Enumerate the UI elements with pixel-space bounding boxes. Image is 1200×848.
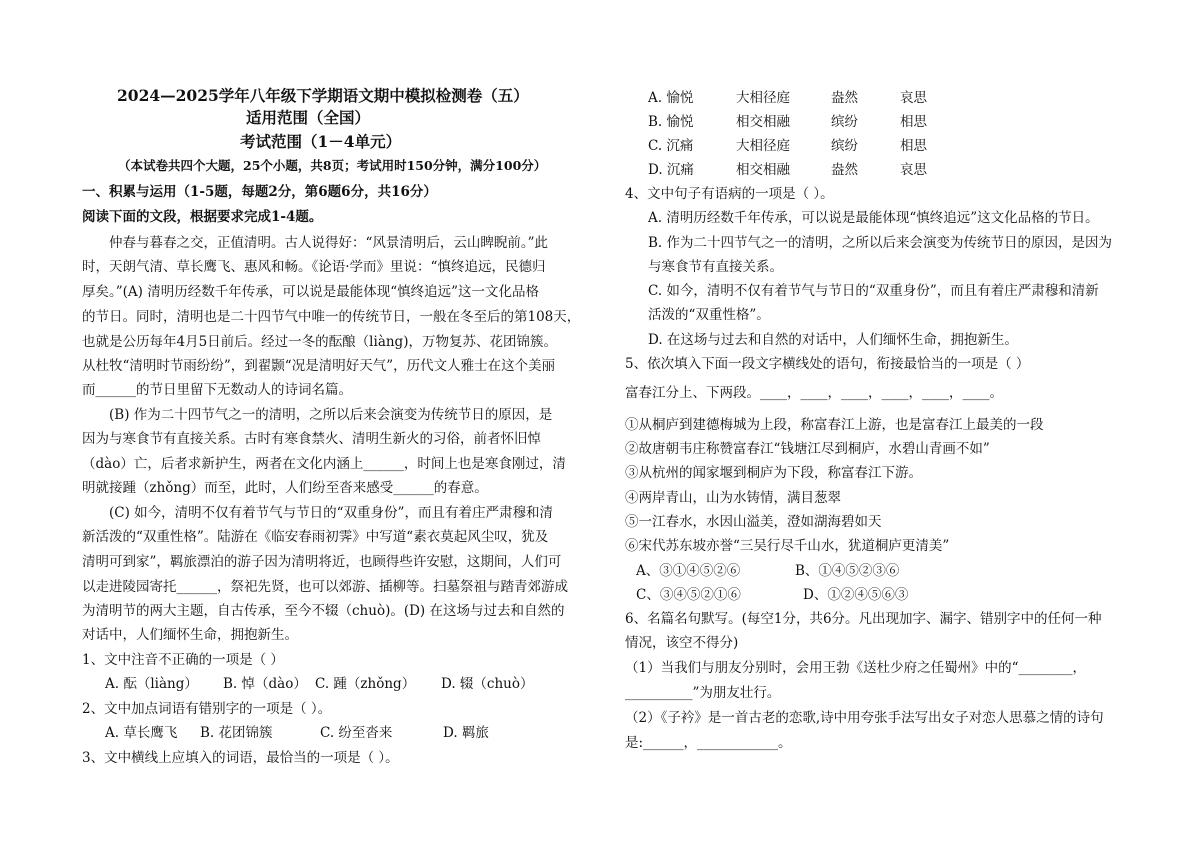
- question-6-stem-cont: 情况，该空不得分): [625, 635, 739, 651]
- range-heading: 考试范围（1－4单元）: [240, 132, 402, 151]
- question-4-option: B. 作为二十四节气之一的清明，之所以后来会演变为传统节日的原因，是因为: [648, 235, 1113, 251]
- section-heading: 一、积累与运用（1-5题，每题2分，第6题6分，共16分）: [82, 184, 437, 200]
- passage-line: 因为与寒食节有直接关系。古时有寒食禁火、清明生新火的习俗，前者怀旧悼: [82, 431, 541, 447]
- question-6-sub1-cont: __________”为朋友壮行。: [625, 685, 781, 701]
- q3-option-cell: 相思: [900, 114, 927, 130]
- question-1-option: D. 辍（chuò）: [441, 676, 534, 692]
- question-5-blank-line: 富春江分上、下两段。____，____，____，____，____，____。: [625, 385, 1003, 401]
- question-6-stem: 6、名篇名句默写。(每空1分，共6分。凡出现加字、漏字、错别字中的任何一种: [625, 611, 1102, 627]
- question-5-item: ①从桐庐到建德梅城为上段，称富春江上游，也是富春江上最美的一段: [625, 417, 1044, 433]
- question-5-item: ⑥宋代苏东坡亦誉“三吴行尽千山水，犹道桐庐更清美”: [625, 538, 950, 554]
- passage-line: (B) 作为二十四节气之一的清明，之所以后来会演变为传统节日的原因，是: [109, 407, 553, 423]
- q3-option-cell: C. 沉痛: [648, 138, 694, 154]
- passage-line: 对话中，人们缅怀生命，拥抱新生。: [82, 627, 298, 643]
- q3-option-cell: 大相径庭: [736, 138, 790, 154]
- question-1-option: B. 悼（dào）: [223, 676, 307, 692]
- question-2-option: B. 花团锦簇: [200, 725, 273, 741]
- question-2-option: D. 羁旅: [443, 725, 489, 741]
- passage-line: （dào）亡，后者求新护生，两者在文化内涵上______，时间上也是寒食刚过，清: [82, 456, 566, 472]
- q3-option-cell: 盎然: [831, 162, 858, 178]
- question-4-option-cont: 与寒食节有直接关系。: [648, 259, 783, 275]
- passage-line: 为清明节的两大主题，自古传承，至今不辍（chuò)。(D) 在这场与过去和自然的: [82, 603, 565, 619]
- passage-line: 新活泼的“双重性格”。陆游在《临安春雨初霁》中写道“素衣莫起风尘叹，犹及: [82, 529, 549, 545]
- question-4-option: D. 在这场与过去和自然的对话中，人们缅怀生命，拥抱新生。: [648, 332, 1018, 348]
- passage-line: 的节日。同时，清明也是二十四节气中唯一的传统节日，一般在冬至后的第108天，: [82, 309, 581, 325]
- question-5-option: B、①④⑤②③⑥: [795, 563, 900, 579]
- question-5-stem: 5、依次填入下面一段文字横线处的语句，衔接最恰当的一项是（ ）: [625, 356, 1030, 372]
- question-5-option: C、③④⑤②①⑥: [636, 587, 741, 603]
- question-2-stem: 2、文中加点词语有错别字的一项是（ ）。: [82, 701, 332, 717]
- question-5-option: D、①②④⑤⑥③: [803, 587, 909, 603]
- q3-option-cell: 缤纷: [831, 138, 858, 154]
- q3-option-cell: 相思: [900, 138, 927, 154]
- q3-option-cell: 哀思: [900, 90, 927, 106]
- question-6-sub1: （1）当我们与朋友分别时，会用王勃《送杜少府之任蜀州》中的“________，: [625, 660, 1086, 676]
- exam-title: 2024—2025学年八年级下学期语文期中模拟检测卷（五）: [117, 86, 529, 105]
- question-4-option: A. 清明历经数千年传承，可以说是最能体现“慎终追远”这文化品格的节日。: [648, 210, 1099, 226]
- q3-option-cell: 相交相融: [736, 162, 790, 178]
- passage-line: 从杜牧“清明时节雨纷纷”，到翟颢“况是清明好天气”，历代文人雅士在这个美丽: [82, 358, 556, 374]
- q3-option-cell: 哀思: [900, 162, 927, 178]
- question-4-option-cont: 活泼的“双重性格”。: [648, 307, 770, 323]
- question-2-option: A. 草长鹰飞: [105, 725, 178, 741]
- passage-line: 仲春与暮春之交，正值清明。古人说得好：“风景清明后，云山睥睨前。”此: [109, 235, 549, 251]
- question-1-stem: 1、文中注音不正确的一项是（ ）: [82, 652, 284, 668]
- passage-line: 厚矣。”(A) 清明历经数千年传承，可以说是最能体现“慎终追远”这一文化品格: [82, 284, 540, 300]
- scope-heading: 适用范围（全国）: [246, 108, 371, 127]
- passage-line: 而______的节日里留下无数动人的诗词名篇。: [82, 382, 352, 398]
- q3-option-cell: 盎然: [831, 90, 858, 106]
- passage-line: 时，天朗气清、草长鹰飞、惠风和畅。《论语·学而》里说：“慎终追远，民德归: [82, 259, 546, 275]
- passage-line: 以走进陵园寄托______，祭祀先贤，也可以郊游、插柳等。扫墓祭祖与踏青郊游成: [82, 579, 568, 595]
- exam-note: （本试卷共四个大题，25个小题，共8页；考试用时150分钟，满分100分）: [118, 158, 547, 173]
- reading-instruction: 阅读下面的文段，根据要求完成1-4题。: [82, 209, 323, 225]
- q3-option-cell: 缤纷: [831, 114, 858, 130]
- question-2-option: C. 纷至沓来: [320, 725, 393, 741]
- question-5-item: ④两岸青山，山为水铸情，满目葱翠: [625, 490, 841, 506]
- question-5-option: A、③①④⑤②⑥: [636, 563, 741, 579]
- passage-line: (C) 如今，清明不仅有着节气与节日的“双重身份”，而且有着庄严肃穆和清: [109, 505, 553, 521]
- question-4-stem: 4、文中句子有语病的一项是（ ）。: [625, 186, 834, 202]
- question-4-option: C. 如今，清明不仅有着节气与节日的“双重身份”，而且有着庄严肃穆和清新: [648, 283, 1099, 299]
- question-5-item: ⑤一江春水，水因山溢美，澄如湖海碧如天: [625, 514, 882, 530]
- q3-option-cell: 大相径庭: [736, 90, 790, 106]
- passage-line: 明就接踵（zhǒng）而至，此时，人们纷至沓来感受______的春意。: [82, 480, 488, 496]
- passage-line: 也就是公历每年4月5日前后。经过一冬的酝酿（liàng)，万物复苏、花团锦簇。: [82, 334, 557, 350]
- question-1-option: C. 踵（zhǒng）: [315, 676, 416, 692]
- question-6-sub2-cont: 是:______，____________。: [625, 735, 792, 751]
- question-6-sub2: （2）《子衿》是一首古老的恋歌,诗中用夸张手法写出女子对恋人思慕之情的诗句: [625, 710, 1104, 726]
- q3-option-cell: 相交相融: [736, 114, 790, 130]
- passage-line: 清明可到家”，羁旅漂泊的游子因为清明将近，也顾得些许安慰，这期间，人们可: [82, 554, 562, 570]
- question-5-item: ②故唐朝韦庄称赞富春江“钱塘江尽到桐庐，水碧山青画不如”: [625, 441, 990, 457]
- question-1-option: A. 酝（liàng）: [105, 676, 198, 692]
- question-3-stem: 3、文中横线上应填入的词语，最恰当的一项是（ ）。: [82, 750, 399, 766]
- q3-option-cell: A. 愉悦: [648, 90, 694, 106]
- q3-option-cell: D. 沉痛: [648, 162, 694, 178]
- question-5-item: ③从杭州的闻家堰到桐庐为下段，称富春江下游。: [625, 465, 922, 481]
- q3-option-cell: B. 愉悦: [648, 114, 694, 130]
